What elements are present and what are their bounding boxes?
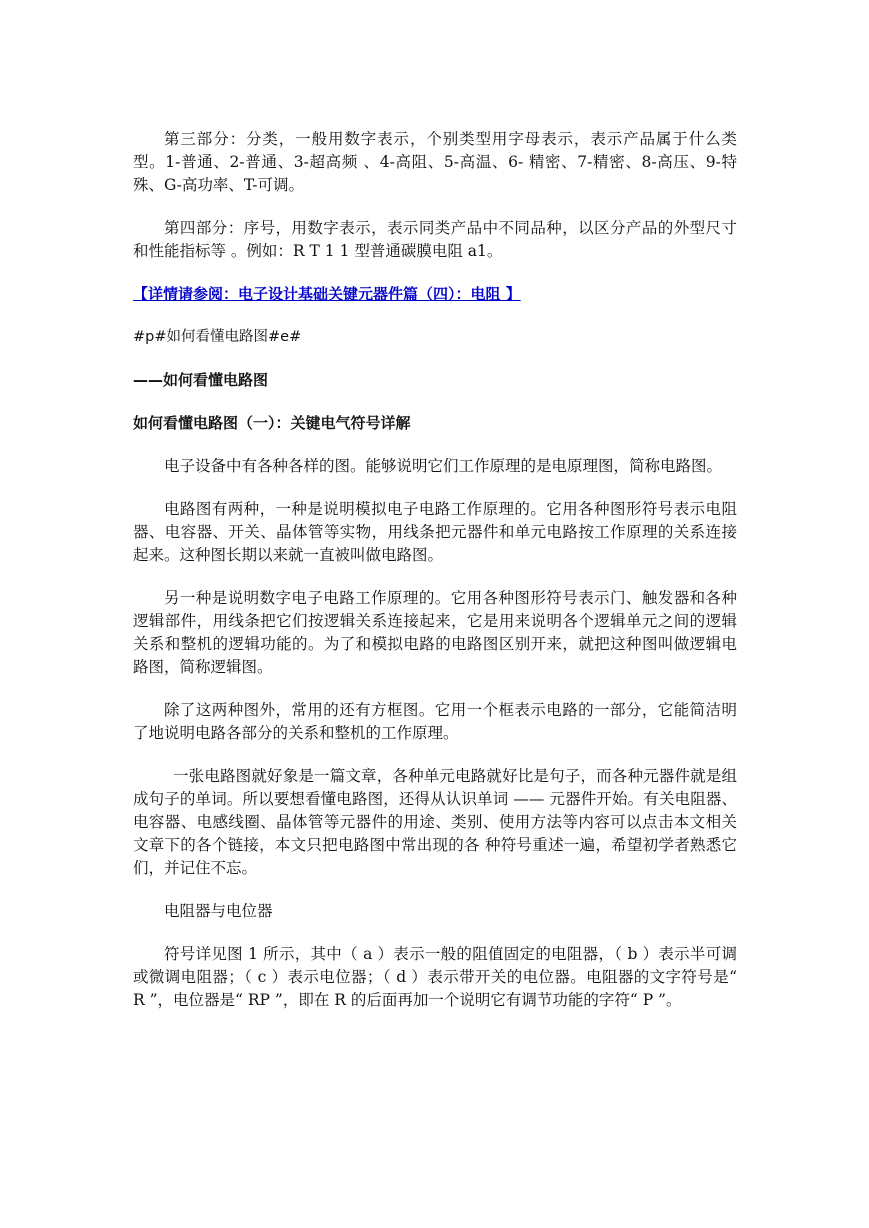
section-title: ——如何看懂电路图: [133, 371, 269, 389]
paragraph-symbols: 符号详见图 1 所示，其中（ a ）表示一般的阻值固定的电阻器，（ b ）表示半可调或微调电阻器；（ c ）表示电位器；（ d ）表示带开关的电位器。电阻器的文字符号是“ R ”，电位器是“ RP ”，即在 R 的后面再加一个说明它有调节功能的字符“ P ”。: [133, 945, 737, 1009]
label-resistor-potentiometer: 电阻器与电位器: [164, 902, 273, 920]
page-marker: #p#如何看懂电路图#e#: [133, 329, 302, 345]
paragraph-part3: 第三部分：分类，一般用数字表示，个别类型用字母表示，表示产品属于什么类型。1-普通、2-普通、3-超高频 、4-高阻、5-高温、6- 精密、7-精密、8-高压、9-特殊、G-高功率、T-可调。: [133, 130, 737, 194]
detail-link[interactable]: 【详情请参阅：电子设计基础关键元器件篇（四）：电阻 】: [133, 285, 521, 303]
paragraph-article: 一张电路图就好象是一篇文章，各种单元电路就好比是句子，而各种元器件就是组成句子的单词。所以要想看懂电路图，还得从认识单词 —— 元器件开始。有关电阻器、电容器、电感线圈、晶体管等元器件的用途、类别、使用方法等内容可以点击本文相关文章下的各个链接，本文只把电路图中常出现的各 种符号重述一遍，希望初学者熟悉它们，并记住不忘。: [133, 767, 737, 877]
paragraph-intro: 电子设备中有各种各样的图。能够说明它们工作原理的是电原理图，简称电路图。: [164, 457, 723, 475]
paragraph-logic: 另一种是说明数字电子电路工作原理的。它用各种图形符号表示门、触发器和各种逻辑部件，用线条把它们按逻辑关系连接起来，它是用来说明各个逻辑单元之间的逻辑关系和整机的逻辑功能的。为了和模拟电路的电路图区别开来，就把这种图叫做逻辑电路图，简称逻辑图。: [133, 589, 737, 676]
subsection-title: 如何看懂电路图（一）：关键电气符号详解: [133, 414, 411, 432]
paragraph-block-diagram: 除了这两种图外，常用的还有方框图。它用一个框表示电路的一部分，它能简洁明了地说明电路各部分的关系和整机的工作原理。: [133, 701, 737, 742]
document-page: [133, 128, 737, 1032]
paragraph-part4: 第四部分：序号，用数字表示，表示同类产品中不同品种，以区分产品的外型尺寸和性能指标等 。例如：R T 1 1 型普通碳膜电阻 a1。: [133, 219, 737, 260]
paragraph-two-kinds: 电路图有两种，一种是说明模拟电子电路工作原理的。它用各种图形符号表示电阻器、电容器、开关、晶体管等实物，用线条把元器件和单元电路按工作原理的关系连接起来。这种图长期以来就一直被叫做电路图。: [133, 500, 737, 564]
